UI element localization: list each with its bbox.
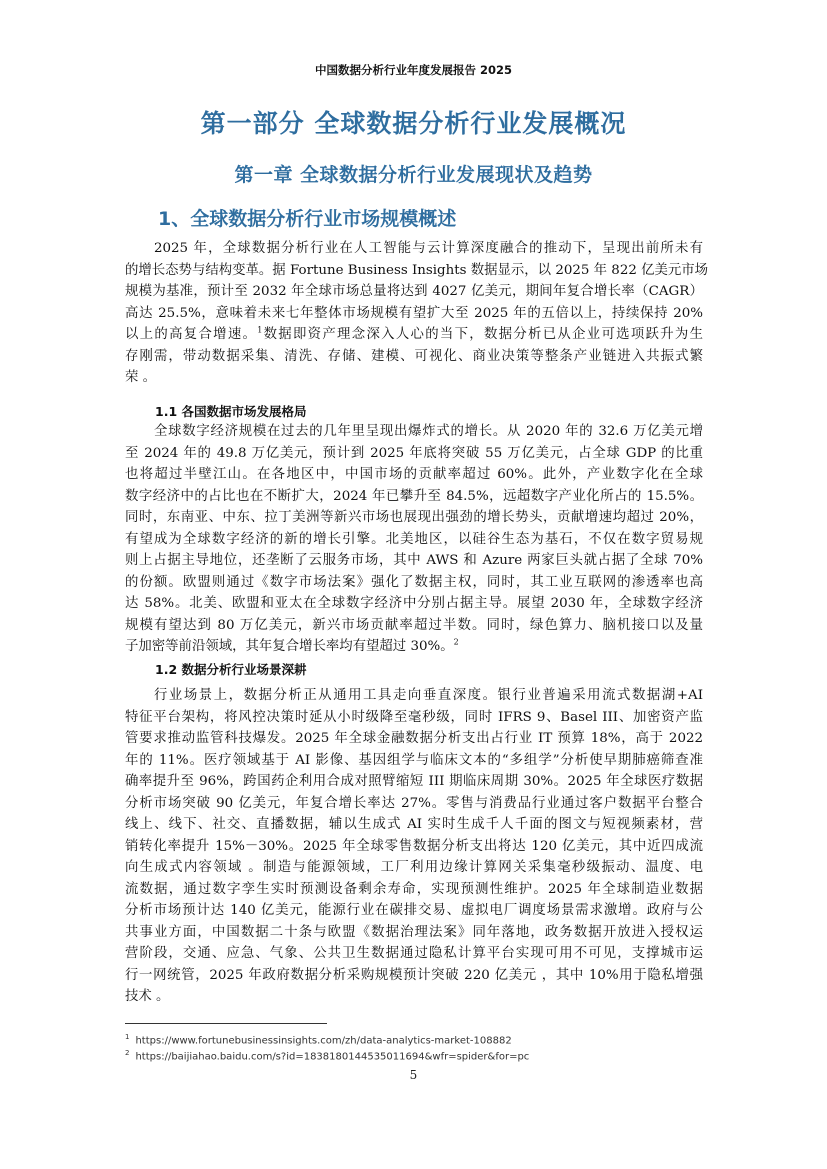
text-line: 向生成式内容领域 。制造与能源领域，工厂利用边缘计算网关采集毫秒级振动、温度、电: [125, 860, 703, 875]
text-line: 高达 25.5%，意味着未来七年整体市场规模有望扩大至 2025 年的五倍以上，持续保持 20%: [125, 305, 703, 321]
text-line: 线上、线下、社交、直播数据，辅以生成式 AI 实时生成千人千面的图文与短视频素材，营: [125, 817, 703, 832]
chapter-title: 第一章 全球数据分析行业发展现状及趋势: [234, 164, 593, 186]
footnote-link[interactable]: https://www.fortunebusinessinsights.com/zh/data-analytics-market-108882: [135, 1035, 512, 1047]
footnote-2: [125, 1049, 529, 1062]
text-line: 也将超过半壁江山。在各地区中，中国市场的贡献率超过 60%。此外，产业数字化在全球: [125, 467, 703, 482]
running-header: 中国数据分析行业年度发展报告 2025: [314, 63, 512, 77]
text-segment: 以上的高复合增速。: [125, 327, 258, 342]
footnote-divider: [125, 1023, 327, 1024]
footnote-ref-2: 2: [453, 637, 459, 647]
footnote-link[interactable]: https://baijiahao.baidu.com/s?id=1838180144535011694&wfr=spider&for=pc: [135, 1051, 530, 1063]
text-line: 营阶段，交通、应急、气象、公共卫生数据通过隐私计算平台实现可用不可见，支撑城市运: [125, 946, 703, 961]
text-line: 特征平台架构，将风控决策时延从小时级降至毫秒级，同时 IFRS 9、Basel III、加密资产监: [125, 709, 703, 725]
footnote-number: 1: [125, 1033, 130, 1041]
text-line: [125, 636, 703, 658]
text-line: 销转化率提升 15%－30%。2025 年全球零售数据分析支出将达 120 亿美元，其中近四成流: [125, 838, 703, 854]
paragraph-industry-scenarios: [125, 685, 703, 1008]
text-line: 规模为基准，预计至 2032 年全球市场总量将达到 4027 亿美元，期间年复合增长率（CAGR）: [125, 284, 703, 299]
footnote-number: 2: [125, 1049, 130, 1057]
text-line: 的份额。欧盟则通过《数字市场法案》强化了数据主权，同时，其工业互联网的渗透率也高: [125, 574, 703, 590]
text-line: 行业场景上，数据分析正从通用工具走向垂直深度。银行业普遍采用流式数据湖+AI: [154, 688, 703, 703]
text-line: 行一网统管，2025 年政府数据分析采购规模预计突破 220 亿美元 ，其中 10%用于隐私增强: [125, 967, 703, 983]
paragraph-market-overview: [125, 238, 709, 389]
text-line: 则上占据主导地位，还垄断了云服务市场，其中 AWS 和 Azure 两家巨头就占据了全球 70%: [125, 553, 703, 568]
text-line: 分析市场突破 90 亿美元，年复合增长率达 27%。零售与消费品行业通过客户数据平台整合: [125, 795, 703, 811]
text-line: 至 2024 年的 49.8 万亿美元，预计到 2025 年底将突破 55 万亿美元，占全球 GDP 的比重: [125, 445, 703, 461]
paragraph-global-markets: [125, 421, 703, 658]
text-line: 共事业方面，中国数据二十条与欧盟《数据治理法案》同年落地，政务数据开放进入授权运: [125, 924, 703, 940]
page-number: 5: [409, 1068, 418, 1082]
text-line: 流数据，通过数字孪生实时预测设备剩余寿命，实现预测性维护。2025 年全球制造业数据: [125, 881, 703, 897]
text-segment: 数据即资产理念深入人心的当下，数据分析已从企业可选项跃升为生: [262, 327, 704, 342]
section-title: 1、全球数据分析行业市场规模概述: [158, 208, 457, 230]
text-line: 管要求推动监管科技爆发。2025 年全球金融数据分析支出占行业 IT 预算 18%，高于 2022: [125, 731, 703, 746]
text-line: 有望成为全球数字经济的新的增长引擎。北美地区，以硅谷生态为基石，不仅在数字贸易规: [125, 531, 703, 547]
text-line: [125, 324, 703, 346]
text-line: 同时，东南亚、中东、拉丁美洲等新兴市场也展现出强劲的增长势头，贡献增速均超过 20%，: [125, 510, 703, 525]
text-segment: 子加密等前沿领域，其年复合增长率均有望超过 30%。: [125, 639, 454, 654]
part-title: 第一部分 全球数据分析行业发展概况: [200, 109, 627, 138]
text-line: 2025 年，全球数据分析行业在人工智能与云计算深度融合的推动下，呈现出前所未有: [154, 241, 703, 256]
subsection-title-1-1: 1.1 各国数据市场发展格局: [155, 404, 307, 419]
subsection-title-1-2: 1.2 数据分析行业场景深耕: [155, 662, 307, 677]
text-line: 数字经济中的占比也在不断扩大，2024 年已攀升至 84.5%，远超数字产业化所占的 15.5%。: [125, 488, 703, 504]
text-line: 存刚需，带动数据采集、清洗、存储、建模、可视化、商业决策等整条产业链进入共振式繁: [125, 348, 703, 364]
text-line: 达 58%。北美、欧盟和亚太在全球数字经济中分别占据主导。展望 2030 年，全球数字经济: [125, 596, 703, 611]
text-line: 的增长态势与结构变革。据 Fortune Business Insights 数据显示，以 2025 年 822 亿美元市场: [125, 262, 709, 278]
footnote-1: [125, 1033, 512, 1046]
text-line: 规模有望达到 80 万亿美元，新兴市场贡献率超过半数。同时，绿色算力、脑机接口以及量: [125, 617, 703, 633]
text-line: 技术 。: [125, 989, 170, 1004]
text-line: 分析市场预计达 140 亿美元，能源行业在碳排交易、虚拟电厂调度场景需求激增。政府与公: [125, 903, 703, 918]
text-line: 确率提升至 96%，跨国药企利用合成对照臂缩短 III 期临床周期 30%。2025 年全球医疗数据: [125, 774, 703, 789]
text-line: 全球数字经济规模在过去的几年里呈现出爆炸式的增长。从 2020 年的 32.6 万亿美元增: [154, 424, 703, 439]
text-line: 荣 。: [125, 370, 157, 385]
text-line: 年的 11%。医疗领域基于 AI 影像、基因组学与临床文本的“多组学”分析使早期肺癌筛查准: [125, 752, 703, 768]
footnote-ref-1: 1: [257, 325, 263, 335]
